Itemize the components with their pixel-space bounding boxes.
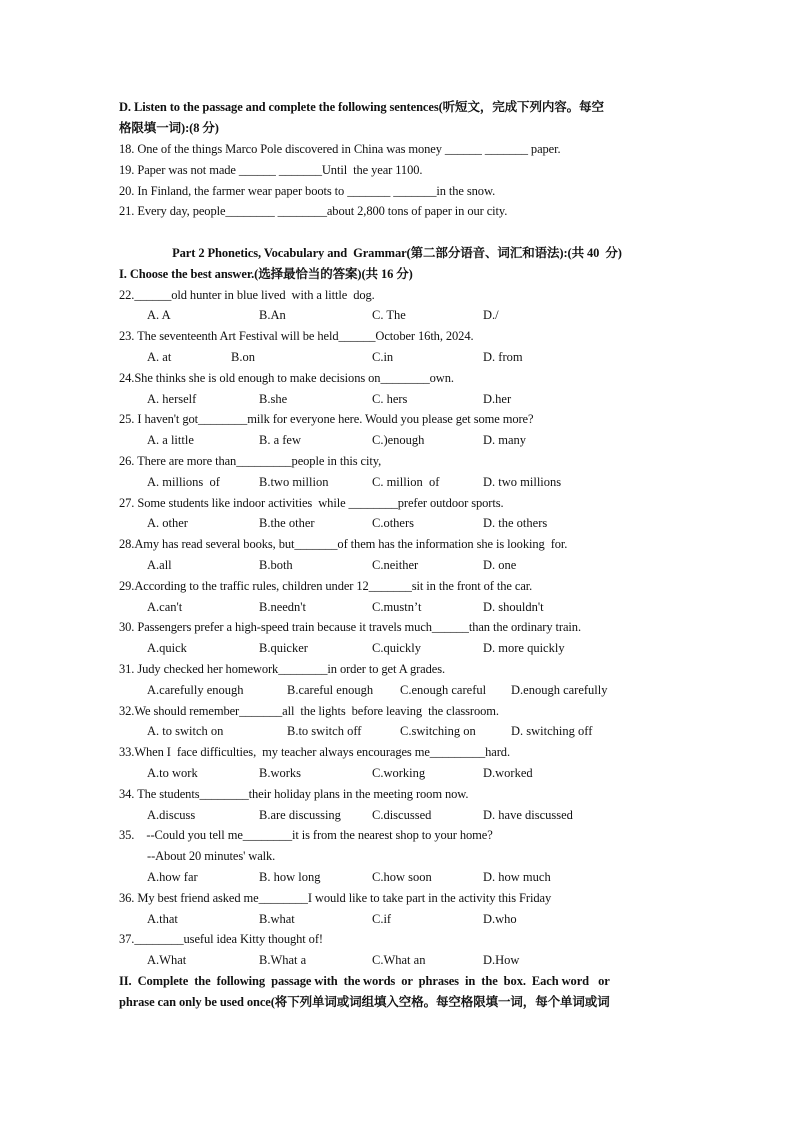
question-32-options — [0, 723, 794, 739]
option-a[interactable]: A. other — [147, 516, 188, 530]
question-36-stem: 36. My best friend asked me________I would like to take part in the activity this Friday — [119, 891, 552, 905]
option-b[interactable]: B.An — [259, 308, 286, 322]
option-c[interactable]: C. hers — [372, 392, 408, 406]
option-a[interactable]: A.carefully enough — [147, 683, 244, 697]
question-26-stem: 26. There are more than_________people in this city, — [119, 454, 382, 468]
question-23-stem: 23. The seventeenth Art Festival will be held______October 16th, 2024. — [119, 329, 474, 343]
option-d[interactable]: D. how much — [483, 870, 551, 884]
option-c[interactable]: C.neither — [372, 558, 419, 572]
question-34-stem: 34. The students________their holiday plans in the meeting room now. — [119, 787, 469, 801]
option-a[interactable]: A.discuss — [147, 808, 196, 822]
option-b[interactable]: B.quicker — [259, 641, 308, 655]
option-b[interactable]: B. a few — [259, 433, 301, 447]
question-18: 18. One of the things Marco Pole discovered in China was money ______ _______ paper. — [119, 142, 561, 156]
option-a[interactable]: A.to work — [147, 766, 198, 780]
question-30-options — [0, 640, 794, 656]
option-b[interactable]: B.works — [259, 766, 302, 780]
question-22-options — [0, 307, 794, 323]
question-28-stem: 28.Amy has read several books, but_______of them has the information she is looking for. — [119, 537, 568, 551]
question-22-stem: 22.______old hunter in blue lived with a little dog. — [119, 288, 375, 302]
option-a[interactable]: A.all — [147, 558, 172, 572]
section-1-heading: I. Choose the best answer.(选择最恰当的答案)(共 16 分) — [119, 267, 413, 281]
option-d[interactable]: D. more quickly — [483, 641, 565, 655]
option-b[interactable]: B.What a — [259, 953, 307, 967]
section-d-heading-line1: D. Listen to the passage and complete the following sentences(听短文，完成下列内容。每空 — [119, 100, 604, 114]
option-d[interactable]: D. two millions — [483, 475, 562, 489]
option-a[interactable]: A.What — [147, 953, 187, 967]
option-d[interactable]: D. have discussed — [483, 808, 573, 822]
section-2-heading-line1: II. Complete the following passage with the words or phrases in the box. Each word or — [119, 974, 610, 988]
option-c[interactable]: C.discussed — [372, 808, 432, 822]
question-35-stem: 35. --Could you tell me________it is from the nearest shop to your home? — [119, 828, 493, 842]
section-d-heading-line2: 格限填一词):(8 分) — [119, 121, 219, 135]
option-c[interactable]: C.mustn’t — [372, 600, 422, 614]
question-29-options — [0, 599, 794, 615]
question-23-options — [0, 349, 794, 365]
option-b[interactable]: B.she — [259, 392, 288, 406]
option-c[interactable]: C. The — [372, 308, 406, 322]
question-25-options — [0, 432, 794, 448]
option-c[interactable]: C.how soon — [372, 870, 432, 884]
option-b[interactable]: B.needn't — [259, 600, 307, 614]
option-c[interactable]: C.working — [372, 766, 426, 780]
option-c[interactable]: C.others — [372, 516, 415, 530]
option-c[interactable]: C.enough careful — [400, 683, 487, 697]
option-d[interactable]: D.worked — [483, 766, 533, 780]
question-37-options — [0, 952, 794, 968]
option-d[interactable]: D. many — [483, 433, 527, 447]
option-a[interactable]: A. herself — [147, 392, 197, 406]
question-36-options — [0, 911, 794, 927]
option-a[interactable]: A.that — [147, 912, 178, 926]
option-c[interactable]: C.quickly — [372, 641, 421, 655]
option-c[interactable]: C.What an — [372, 953, 426, 967]
question-27-options — [0, 515, 794, 531]
question-34-options — [0, 807, 794, 823]
option-c[interactable]: C. million of — [372, 475, 440, 489]
question-33-options — [0, 765, 794, 781]
question-27-stem: 27. Some students like indoor activities while ________prefer outdoor sports. — [119, 496, 504, 510]
option-d[interactable]: D. one — [483, 558, 517, 572]
option-c[interactable]: C.in — [372, 350, 394, 364]
section-2-heading-line2: phrase can only be used once(将下列单词或词组填入空格。每空格限填一词，每个单词或词 — [119, 995, 610, 1009]
option-a[interactable]: A. millions of — [147, 475, 220, 489]
option-c[interactable]: C.if — [372, 912, 392, 926]
option-a[interactable]: A. A — [147, 308, 171, 322]
option-b[interactable]: B.what — [259, 912, 295, 926]
option-a[interactable]: A.quick — [147, 641, 187, 655]
option-b[interactable]: B.are discussing — [259, 808, 341, 822]
question-30-stem: 30. Passengers prefer a high-speed train because it travels much______than the ordinary train. — [119, 620, 581, 634]
part2-title: Part 2 Phonetics, Vocabulary and Grammar(第二部分语音、词汇和语法):(共 40 分) — [172, 246, 622, 260]
option-b[interactable]: B.careful enough — [287, 683, 374, 697]
question-21: 21. Every day, people________ ________about 2,800 tons of paper in our city. — [119, 204, 508, 218]
question-35-stem-reply: --About 20 minutes' walk. — [147, 849, 276, 863]
question-37-stem: 37.________useful idea Kitty thought of! — [119, 932, 323, 946]
option-b[interactable]: B.two million — [259, 475, 329, 489]
option-b[interactable]: B.on — [231, 350, 255, 364]
option-a[interactable]: A.can't — [147, 600, 183, 614]
option-a[interactable]: A. at — [147, 350, 172, 364]
option-d[interactable]: D. from — [483, 350, 523, 364]
option-b[interactable]: B.the other — [259, 516, 315, 530]
option-d[interactable]: D.who — [483, 912, 517, 926]
question-28-options — [0, 557, 794, 573]
option-a[interactable]: A.how far — [147, 870, 198, 884]
option-c[interactable]: C.switching on — [400, 724, 476, 738]
option-b[interactable]: B. how long — [259, 870, 321, 884]
question-33-stem: 33.When I face difficulties, my teacher always encourages me_________hard. — [119, 745, 510, 759]
option-d[interactable]: D.How — [483, 953, 520, 967]
question-31-stem: 31. Judy checked her homework________in order to get A grades. — [119, 662, 446, 676]
question-26-options — [0, 474, 794, 490]
option-d[interactable]: D.enough carefully — [511, 683, 608, 697]
question-35-options — [0, 869, 794, 885]
option-c[interactable]: C.)enough — [372, 433, 425, 447]
question-20: 20. In Finland, the farmer wear paper boots to _______ _______in the snow. — [119, 184, 496, 198]
question-24-stem: 24.She thinks she is old enough to make decisions on________own. — [119, 371, 454, 385]
option-b[interactable]: B.to switch off — [287, 724, 362, 738]
question-29-stem: 29.According to the traffic rules, children under 12_______sit in the front of the car. — [119, 579, 533, 593]
question-19: 19. Paper was not made ______ _______Until the year 1100. — [119, 163, 423, 177]
option-d[interactable]: D. switching off — [511, 724, 593, 738]
question-25-stem: 25. I haven't got________milk for everyone here. Would you please get some more? — [119, 412, 534, 426]
option-d[interactable]: D./ — [483, 308, 499, 322]
option-d[interactable]: D. shouldn't — [483, 600, 544, 614]
option-a[interactable]: A. a little — [147, 433, 194, 447]
question-31-options — [0, 682, 794, 698]
question-24-options — [0, 391, 794, 407]
question-32-stem: 32.We should remember_______all the lights before leaving the classroom. — [119, 704, 499, 718]
option-a[interactable]: A. to switch on — [147, 724, 224, 738]
option-b[interactable]: B.both — [259, 558, 293, 572]
option-d[interactable]: D.her — [483, 392, 512, 406]
option-d[interactable]: D. the others — [483, 516, 548, 530]
